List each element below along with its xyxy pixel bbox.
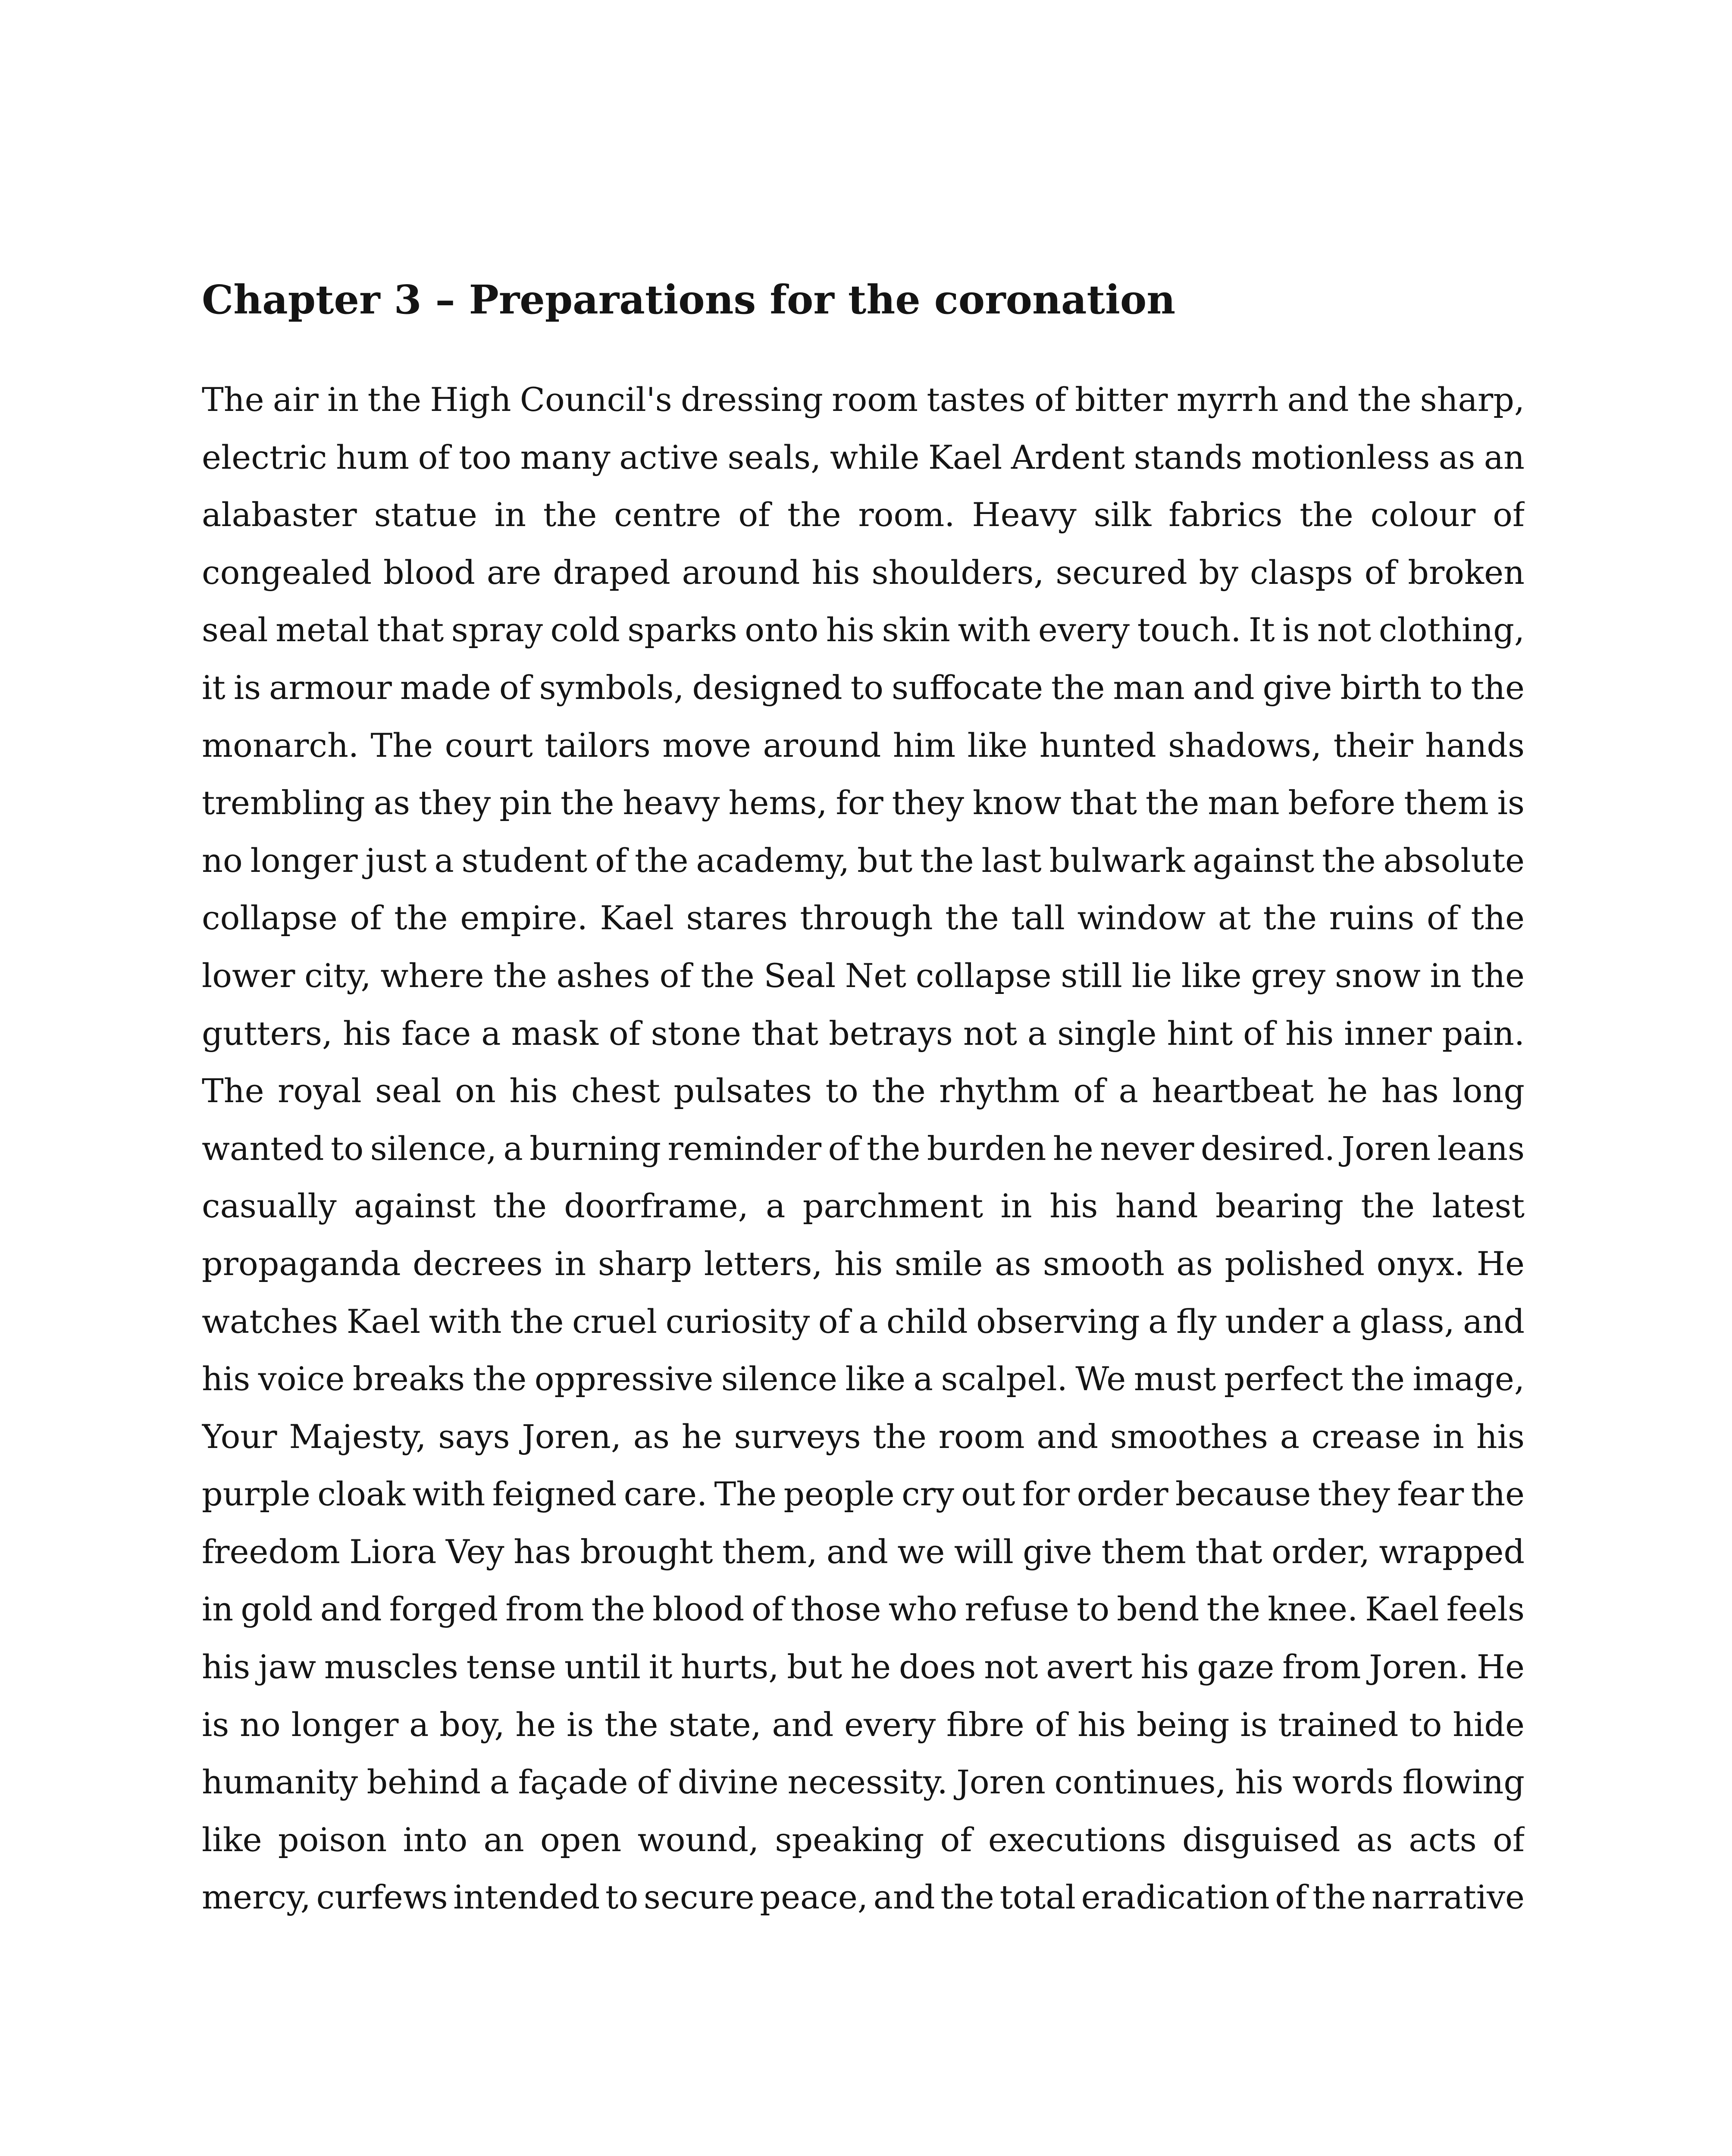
text-line: like poison into an open wound, speaking of executions disguised as acts of: [202, 1820, 1525, 1859]
text-line: wanted to silence, a burning reminder of the burden he never desired. Joren leans: [202, 1129, 1525, 1168]
chapter-body: [202, 371, 1525, 1926]
text-line: watches Kael with the cruel curiosity of a child observing a fly under a glass, and: [202, 1302, 1525, 1341]
text-line: freedom Liora Vey has brought them, and we will give them that order, wrapped: [202, 1532, 1525, 1571]
text-line: propaganda decrees in sharp letters, his smile as smooth as polished onyx. He: [202, 1244, 1525, 1283]
text-line: humanity behind a façade of divine necessity. Joren continues, his words flowing: [202, 1763, 1525, 1802]
text-line: monarch. The court tailors move around him like hunted shadows, their hands: [202, 726, 1525, 765]
text-line: The royal seal on his chest pulsates to the rhythm of a heartbeat he has long: [202, 1072, 1525, 1110]
text-line: collapse of the empire. Kael stares through the tall window at the ruins of the: [202, 899, 1525, 937]
text-line: no longer just a student of the academy, but the last bulwark against the absolute: [202, 841, 1525, 880]
text-line: lower city, where the ashes of the Seal Net collapse still lie like grey snow in the: [202, 956, 1525, 995]
text-line: his jaw muscles tense until it hurts, but he does not avert his gaze from Joren. He: [202, 1648, 1525, 1686]
text-line: electric hum of too many active seals, while Kael Ardent stands motionless as an: [202, 438, 1525, 476]
text-line: gutters, his face a mask of stone that betrays not a single hint of his inner pain.: [202, 1014, 1525, 1053]
text-line: seal metal that spray cold sparks onto his skin with every touch. It is not clothing,: [202, 611, 1525, 649]
page-content: [202, 272, 1525, 1926]
text-line: congealed blood are draped around his shoulders, secured by clasps of broken: [202, 553, 1525, 592]
text-line: it is armour made of symbols, designed to suffocate the man and give birth to the: [202, 668, 1525, 707]
text-line: purple cloak with feigned care. The people cry out for order because they fear the: [202, 1475, 1525, 1514]
text-line: casually against the doorframe, a parchment in his hand bearing the latest: [202, 1187, 1525, 1225]
text-line: Your Majesty, says Joren, as he surveys the room and smoothes a crease in his: [202, 1417, 1525, 1456]
text-line: alabaster statue in the centre of the room. Heavy silk fabrics the colour of: [202, 495, 1525, 534]
text-line: trembling as they pin the heavy hems, for they know that the man before them is: [202, 783, 1525, 822]
text-line: his voice breaks the oppressive silence like a scalpel. We must perfect the image,: [202, 1360, 1525, 1398]
text-line: mercy, curfews intended to secure peace, and the total eradication of the narrative: [202, 1878, 1525, 1917]
text-line: is no longer a boy, he is the state, and every fibre of his being is trained to hide: [202, 1705, 1525, 1744]
text-line: in gold and forged from the blood of those who refuse to bend the knee. Kael feels: [202, 1590, 1525, 1629]
text-line: The air in the High Council's dressing room tastes of bitter myrrh and the sharp,: [202, 380, 1525, 419]
chapter-title: Chapter 3 – Preparations for the coronation: [202, 276, 1176, 323]
